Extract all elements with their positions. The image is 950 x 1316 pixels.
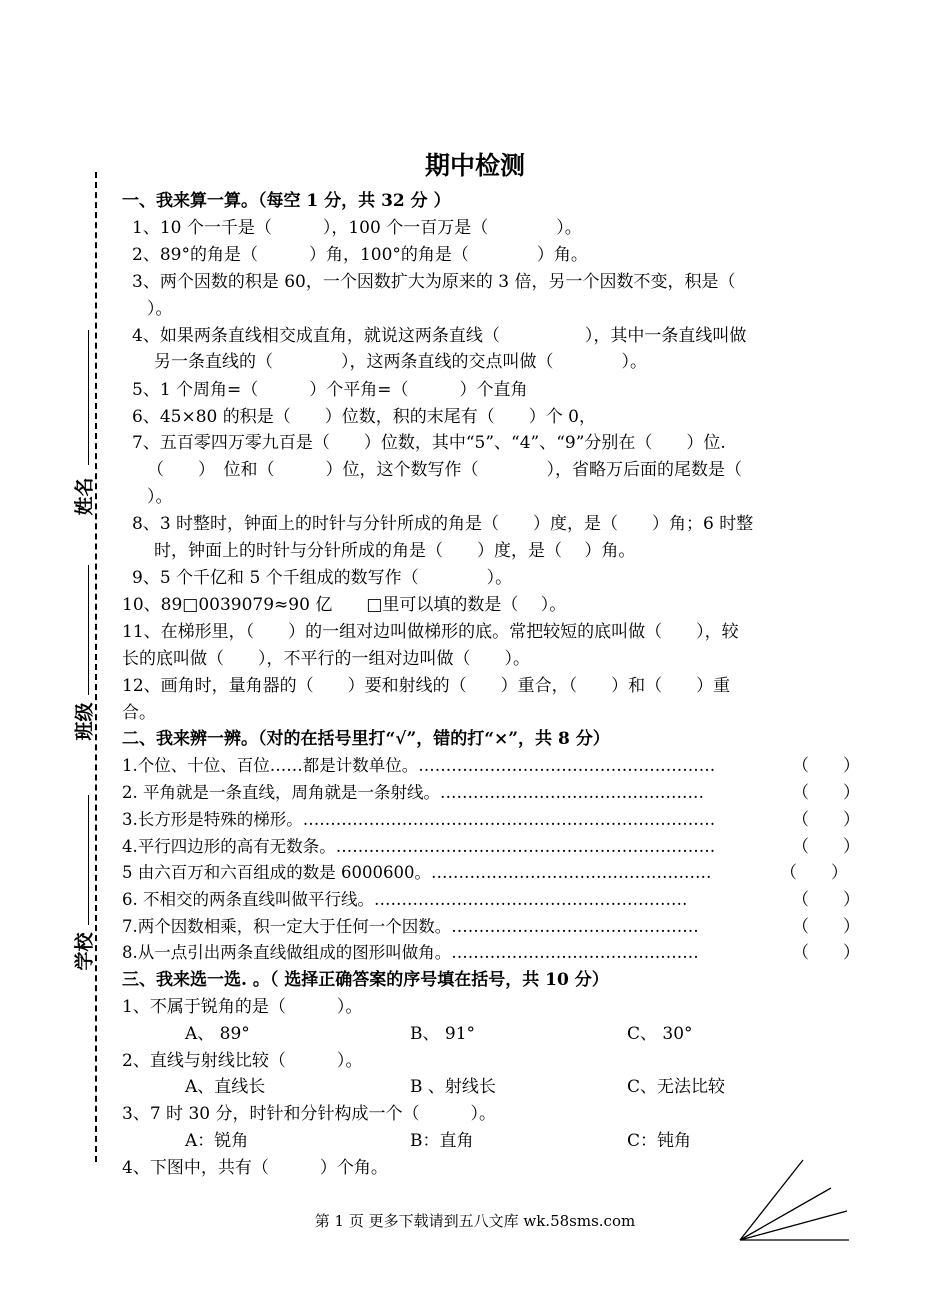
s1-line: 6、45×80 的积是（ ）位数，积的末尾有（ ）个 0， [132, 407, 596, 427]
s1-line: ）。 [147, 487, 173, 507]
answer-paren[interactable]: （ ） [792, 810, 860, 830]
answer-paren[interactable]: （ ） [792, 783, 860, 803]
judge-item: 5 由六百万和六百组成的数是 6000600。…………………………………………… [122, 863, 712, 882]
school-underline [88, 795, 89, 925]
s1-line: 时，钟面上的时针与分针所成的角是（ ）度，是（ ）角。 [154, 541, 636, 561]
s1-line: 1、10 个一千是（ ），100 个一百万是（ ）。 [132, 218, 582, 238]
s1-line: 长的底叫做（ ），不平行的一组对边叫做（ ）。 [122, 649, 530, 669]
answer-paren[interactable]: （ ） [792, 917, 860, 937]
page-footer: 第 1 页 更多下载请到五八文库 wk.58sms.com [314, 1212, 636, 1230]
judge-item: 2. 平角就是一条直线，周角就是一条射线。………………………………………… [122, 783, 704, 802]
answer-paren[interactable]: （ ） [780, 863, 848, 883]
answer-paren[interactable]: （ ） [792, 837, 860, 857]
option-a: A：锐角 [185, 1131, 249, 1151]
option-c: C、 30° [627, 1024, 693, 1044]
s1-line: 9、5 个千亿和 5 个千组成的数写作（ ）。 [132, 568, 513, 588]
name-label: 姓名 [73, 477, 96, 516]
option-c: C、无法比较 [627, 1077, 726, 1097]
option-a: A、直线长 [185, 1077, 266, 1097]
section2-heading: 二、我来辨一辨。（对的在括号里打“√”，错的打“×”，共 8 分） [122, 729, 610, 749]
s1-line: 4、如果两条直线相交成直角，就说这两条直线（ ），其中一条直线叫做 [132, 326, 747, 346]
option-b: B 、射线长 [410, 1077, 496, 1097]
choice-question: 2、直线与射线比较（ ）。 [122, 1051, 363, 1071]
s1-line: 另一条直线的（ ），这两条直线的交点叫做（ ）。 [154, 352, 647, 372]
option-a: A、 89° [185, 1024, 250, 1044]
school-label: 学校 [73, 932, 96, 971]
judge-item: 4.平行四边形的高有无数条。…………………………………………………………… [122, 837, 716, 856]
section1-heading: 一、我来算一算。（每空 1 分，共 32 分 ） [122, 191, 451, 211]
judge-item: 6. 不相交的两条直线叫做平行线。………………………………………………… [122, 890, 688, 909]
option-c: C：钝角 [627, 1131, 692, 1151]
answer-paren[interactable]: （ ） [792, 756, 860, 776]
section3-heading: 三、我来选一选. 。（ 选择正确答案的序号填在括号，共 10 分） [122, 970, 609, 990]
answer-paren[interactable]: （ ） [792, 943, 860, 963]
s1-line: 10、89□0039079≈90 亿 □里可以填的数是（ ）。 [122, 595, 567, 615]
choice-question: 4、下图中，共有（ ）个角。 [122, 1158, 388, 1178]
s1-line: 3、两个因数的积是 60，一个因数扩大为原来的 3 倍，另一个因数不变，积是（ [132, 272, 736, 292]
option-b: B：直角 [410, 1131, 474, 1151]
page-title: 期中检测 [424, 151, 525, 180]
angle-figure [735, 1155, 855, 1245]
s1-line: 5、1 个周角=（ ）个平角=（ ）个直角 [132, 380, 528, 400]
binding-dashed-line [95, 172, 97, 1162]
name-underline [88, 330, 89, 465]
s1-line: （ ） 位和（ ）位，这个数写作（ ），省略万后面的尾数是（ [147, 460, 742, 480]
choice-question: 1、不属于锐角的是（ ）。 [122, 997, 363, 1017]
class-underline [88, 565, 89, 695]
choice-question: 3、7 时 30 分，时针和分针构成一个（ ）。 [122, 1104, 496, 1124]
s1-line: 合。 [122, 703, 156, 723]
s1-line: 11、在梯形里，（ ）的一组对边叫做梯形的底。常把较短的底叫做（ ），较 [122, 622, 739, 642]
s1-line: ）。 [147, 299, 173, 319]
answer-paren[interactable]: （ ） [792, 890, 860, 910]
s1-line: 12、画角时，量角器的（ ）要和射线的（ ）重合，（ ）和（ ）重 [122, 676, 731, 696]
judge-item: 8.从一点引出两条直线做组成的图形叫做角。……………………………………… [122, 943, 699, 962]
s1-line: 7、五百零四万零九百是（ ）位数，其中“5”、“4”、“9”分别在（ ）位. [132, 433, 726, 453]
judge-item: 7.两个因数相乘，积一定大于任何一个因数。……………………………………… [122, 917, 699, 936]
judge-item: 3.长方形是特殊的梯形。………………………………………………………………… [122, 810, 716, 829]
option-b: B、 91° [410, 1024, 476, 1044]
class-label: 班级 [73, 702, 96, 741]
judge-item: 1.个位、十位、百位……都是计数单位。……………………………………………… [122, 756, 716, 775]
s1-line: 8、3 时整时，钟面上的时针与分针所成的角是（ ）度，是（ ）角；6 时整 [132, 514, 754, 534]
s1-line: 2、89°的角是（ ）角，100°的角是（ ）角。 [132, 245, 588, 265]
